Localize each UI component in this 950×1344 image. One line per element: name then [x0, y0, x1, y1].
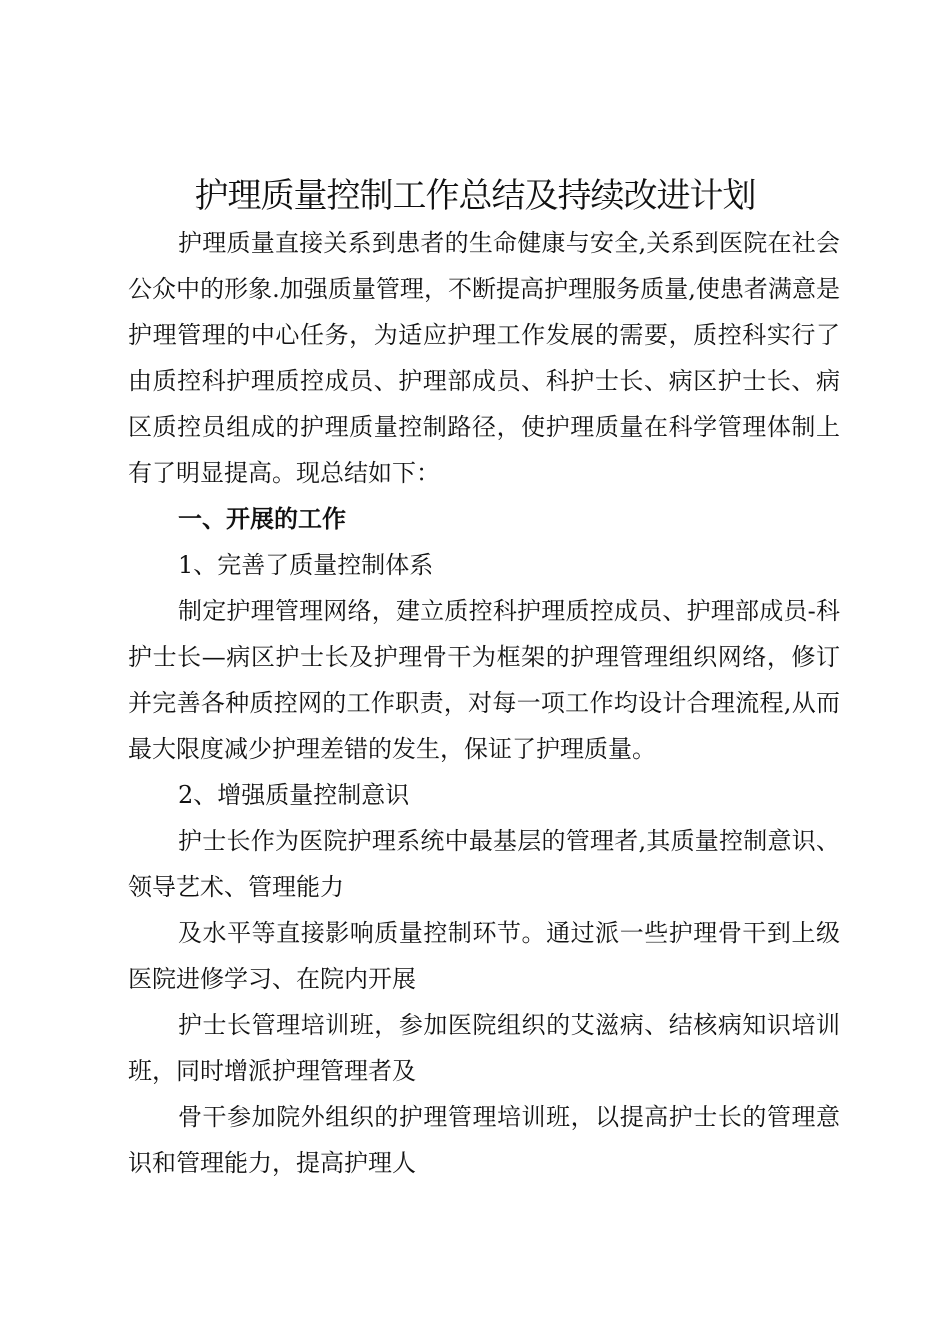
- document-body: [128, 220, 840, 1186]
- intro-paragraph: 护理质量直接关系到患者的生命健康与安全,关系到医院在社会公众中的形象.加强质量管理，不断提高护理服务质量,使患者满意是护理管理的中心任务，为适应护理工作发展的需要，质控科实行了由质控科护理质控成员、护理部成员、科护士长、病区护士长、病区质控员组成的护理质量控制路径，使护理质量在科学管理体制上有了明显提高。现总结如下：: [128, 229, 840, 487]
- item-paragraph-awareness-b: 及水平等直接影响质量控制环节。通过派一些护理骨干到上级医院进修学习、在院内开展: [128, 919, 840, 993]
- item-paragraph-awareness-a: 护士长作为医院护理系统中最基层的管理者,其质量控制意识、领导艺术、管理能力: [128, 827, 840, 901]
- document-title: 护理质量控制工作总结及持续改进计划: [194, 176, 756, 216]
- item-heading-quality-awareness: 2、增强质量控制意识: [178, 781, 410, 809]
- section-heading-work-done: 一、开展的工作: [178, 505, 346, 533]
- item-paragraph-awareness-c: 护士长管理培训班，参加医院组织的艾滋病、结核病知识培训班，同时增派护理管理者及: [128, 1011, 840, 1085]
- item-paragraph-awareness-d: 骨干参加院外组织的护理管理培训班，以提高护士长的管理意识和管理能力，提高护理人: [128, 1103, 840, 1177]
- item-paragraph-quality-system: 制定护理管理网络，建立质控科护理质控成员、护理部成员-科护士长—病区护士长及护理骨干为框架的护理管理组织网络，修订并完善各种质控网的工作职责，对每一项工作均设计合理流程,从而最大限度减少护理差错的发生，保证了护理质量。: [128, 597, 840, 763]
- item-heading-quality-system: 1、完善了质量控制体系: [178, 551, 434, 579]
